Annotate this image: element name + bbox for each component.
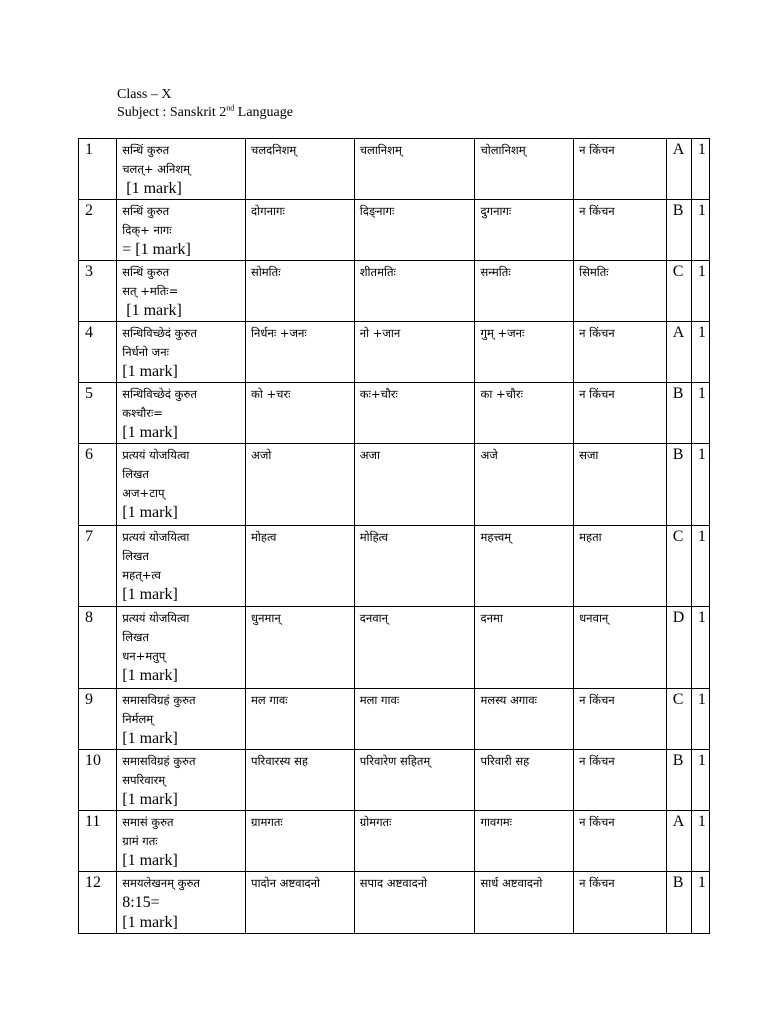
marks-value: 1 <box>691 383 709 444</box>
option-b: परिवारेण सहितम् <box>354 750 475 811</box>
subject-suffix: Language <box>234 105 293 120</box>
option-a: चलदनिशम् <box>246 139 355 200</box>
question-line: प्रत्ययं योजयित्वा <box>122 530 190 544</box>
option-d: महता <box>574 526 667 607</box>
option-b: कः+चौरः <box>354 383 475 444</box>
question-expression: 8:15= <box>122 894 160 911</box>
option-c: महत्त्वम् <box>475 526 574 607</box>
table-row <box>79 200 710 261</box>
question-line: प्रत्ययं योजयित्वा <box>122 448 190 462</box>
question-mark-label: [1 mark] <box>122 302 182 319</box>
option-b: शीतमतिः <box>354 261 475 322</box>
table-row <box>79 872 710 934</box>
marks-value: 1 <box>691 322 709 383</box>
marks-value: 1 <box>691 872 709 934</box>
question-table <box>78 138 710 934</box>
option-d: न किंचन <box>574 200 667 261</box>
question-line: लिखत <box>122 549 149 563</box>
option-b: सपाद अष्टवादनो <box>354 872 475 934</box>
option-d: न किंचन <box>574 689 667 750</box>
marks-value: 1 <box>691 200 709 261</box>
option-d: सिमतिः <box>574 261 667 322</box>
question-line: निर्धनो जनः <box>122 345 169 359</box>
question-mark-label: [1 mark] <box>122 852 178 869</box>
answer-key: A <box>666 322 691 383</box>
question-text <box>117 872 246 934</box>
question-line: दिक्+ नागः <box>122 223 172 237</box>
marks-value: 1 <box>691 261 709 322</box>
subject-line <box>117 104 293 122</box>
question-mark-label: [1 mark] <box>122 424 178 441</box>
question-line: सत् +मतिः= <box>122 284 179 298</box>
question-number: 3 <box>79 261 117 322</box>
option-b: नो +जान <box>354 322 475 383</box>
subject-prefix: Subject : Sanskrit 2 <box>117 105 227 120</box>
question-line: प्रत्ययं योजयित्वा <box>122 611 190 625</box>
option-d: न किंचन <box>574 322 667 383</box>
answer-key: B <box>666 200 691 261</box>
option-c: का +चौरः <box>475 383 574 444</box>
option-a: अजो <box>246 444 355 526</box>
question-number: 7 <box>79 526 117 607</box>
table-row <box>79 444 710 526</box>
question-mark-label: [1 mark] <box>122 180 182 197</box>
answer-key: B <box>666 383 691 444</box>
option-b: मोहित्व <box>354 526 475 607</box>
table-row <box>79 139 710 200</box>
answer-key: A <box>666 139 691 200</box>
option-c: सन्मतिः <box>475 261 574 322</box>
option-a: को +चरः <box>246 383 355 444</box>
question-line: लिखत <box>122 467 149 481</box>
table-row <box>79 607 710 689</box>
question-number: 8 <box>79 607 117 689</box>
marks-value: 1 <box>691 607 709 689</box>
option-a: निर्धनः +जनः <box>246 322 355 383</box>
marks-value: 1 <box>691 526 709 607</box>
option-d: सजा <box>574 444 667 526</box>
question-line: कश्चौरः= <box>122 406 163 420</box>
table-row <box>79 750 710 811</box>
question-mark-label: [1 mark] <box>122 730 178 747</box>
question-mark-label: [1 mark] <box>122 363 178 380</box>
subject-superscript: nd <box>226 103 235 113</box>
answer-key: D <box>666 607 691 689</box>
question-line: सन्धिविच्छेदं कुरुत <box>122 326 197 340</box>
option-c: गावगमः <box>475 811 574 872</box>
question-number: 5 <box>79 383 117 444</box>
question-number: 2 <box>79 200 117 261</box>
question-line: समासविग्रहं कुरुत <box>122 754 196 768</box>
option-d: न किंचन <box>574 811 667 872</box>
option-b: दिङ्नागः <box>354 200 475 261</box>
question-mark-label: [1 mark] <box>122 791 178 808</box>
option-a: धुनमान् <box>246 607 355 689</box>
option-d: न किंचन <box>574 139 667 200</box>
option-b: ग्रोमगतः <box>354 811 475 872</box>
question-mark-label: [1 mark] <box>122 504 178 521</box>
question-number: 12 <box>79 872 117 934</box>
table-row <box>79 383 710 444</box>
question-text <box>117 322 246 383</box>
question-text <box>117 383 246 444</box>
question-line: अज+टाप् <box>122 486 165 500</box>
option-a: मल गावः <box>246 689 355 750</box>
marks-value: 1 <box>691 444 709 526</box>
option-a: ग्रामगतः <box>246 811 355 872</box>
option-a: पादोन अष्टवादनो <box>246 872 355 934</box>
option-d: धनवान् <box>574 607 667 689</box>
question-text <box>117 689 246 750</box>
question-mark-label: [1 mark] <box>122 914 178 931</box>
question-text <box>117 607 246 689</box>
question-number: 6 <box>79 444 117 526</box>
answer-key: B <box>666 750 691 811</box>
option-c: सार्ध अष्टवादनो <box>475 872 574 934</box>
question-text <box>117 139 246 200</box>
question-number: 4 <box>79 322 117 383</box>
document-header <box>117 86 293 122</box>
question-text <box>117 444 246 526</box>
question-number: 1 <box>79 139 117 200</box>
option-c: चोलानिशम् <box>475 139 574 200</box>
option-a: मोहत्व <box>246 526 355 607</box>
question-line: सन्धिं कुरुत <box>122 143 170 157</box>
table-row <box>79 322 710 383</box>
answer-key: C <box>666 261 691 322</box>
option-c: मलस्य अगावः <box>475 689 574 750</box>
table-row <box>79 811 710 872</box>
question-text <box>117 200 246 261</box>
question-line: समासविग्रहं कुरुत <box>122 693 196 707</box>
option-a: सोमतिः <box>246 261 355 322</box>
marks-value: 1 <box>691 811 709 872</box>
option-c: अजे <box>475 444 574 526</box>
question-line: महत्+त्व <box>122 568 161 582</box>
answer-key: C <box>666 526 691 607</box>
question-number: 11 <box>79 811 117 872</box>
option-b: दनवान् <box>354 607 475 689</box>
question-line: धन+मतुप् <box>122 649 166 663</box>
option-a: दोगनागः <box>246 200 355 261</box>
question-text <box>117 811 246 872</box>
table-row <box>79 526 710 607</box>
question-line: समयलेखनम् कुरुत <box>122 876 200 890</box>
table-row <box>79 689 710 750</box>
question-line: लिखत <box>122 630 149 644</box>
question-line: सन्धिविच्छेदं कुरुत <box>122 387 197 401</box>
answer-key: A <box>666 811 691 872</box>
question-number: 10 <box>79 750 117 811</box>
option-d: न किंचन <box>574 750 667 811</box>
option-b: मला गावः <box>354 689 475 750</box>
option-c: परिवारी सह <box>475 750 574 811</box>
answer-key: B <box>666 444 691 526</box>
marks-value: 1 <box>691 139 709 200</box>
marks-value: 1 <box>691 750 709 811</box>
question-line: समासं कुरुत <box>122 815 174 829</box>
option-a: परिवारस्य सह <box>246 750 355 811</box>
option-c: गुम् +जनः <box>475 322 574 383</box>
option-c: दुगनागः <box>475 200 574 261</box>
option-b: चलानिशम् <box>354 139 475 200</box>
question-number: 9 <box>79 689 117 750</box>
marks-value: 1 <box>691 689 709 750</box>
option-b: अजा <box>354 444 475 526</box>
option-d: न किंचन <box>574 872 667 934</box>
option-d: न किंचन <box>574 383 667 444</box>
answer-key: C <box>666 689 691 750</box>
question-mark-label: = [1 mark] <box>122 241 191 258</box>
table-row <box>79 261 710 322</box>
question-mark-label: [1 mark] <box>122 667 178 684</box>
answer-key: B <box>666 872 691 934</box>
question-mark-label: [1 mark] <box>122 586 178 603</box>
class-line: Class – X <box>117 87 172 102</box>
option-c: दनमा <box>475 607 574 689</box>
question-line: निर्मलम् <box>122 712 154 726</box>
question-line: सपरिवारम् <box>122 773 166 787</box>
question-line: चलत्+ अनिशम् <box>122 162 191 176</box>
question-text <box>117 261 246 322</box>
question-text <box>117 750 246 811</box>
question-line: ग्रामं गतः <box>122 834 158 848</box>
question-line: सन्धिं कुरुत <box>122 204 170 218</box>
question-line: सन्धिं कुरुत <box>122 265 170 279</box>
question-text <box>117 526 246 607</box>
